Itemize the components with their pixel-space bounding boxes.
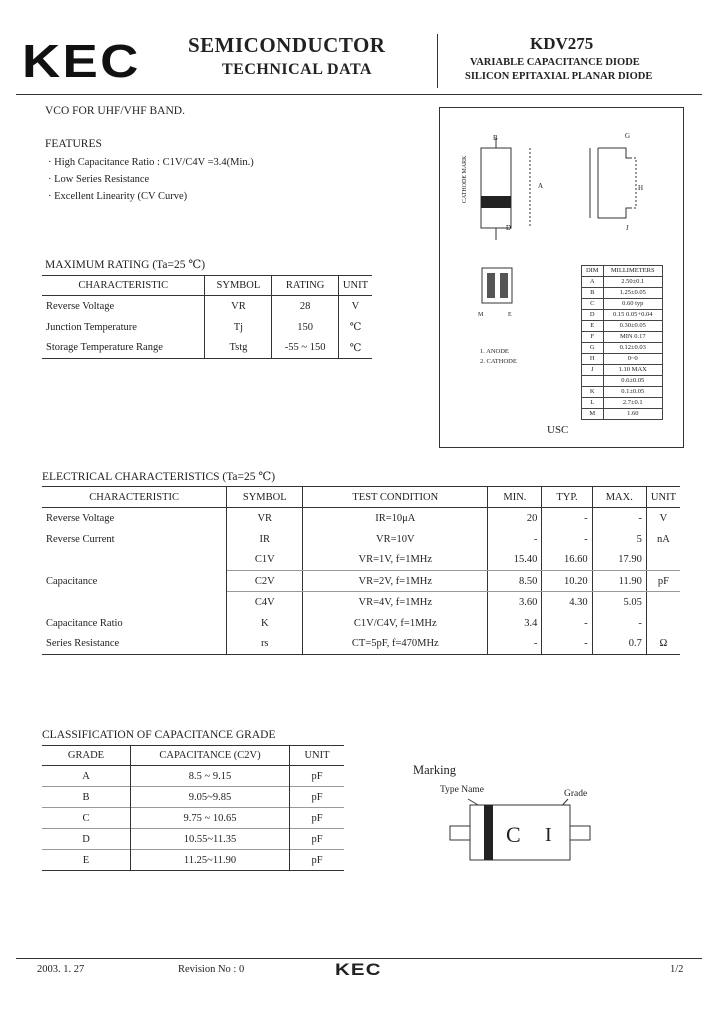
table-row [42, 571, 680, 592]
cell: - [542, 529, 592, 550]
cell: 0.7 [592, 634, 646, 655]
table-row [42, 766, 344, 787]
cell: 11.90 [592, 571, 646, 592]
cell: A [42, 766, 131, 787]
cell: 28 [272, 296, 339, 317]
cell: C4V [227, 592, 303, 613]
cell: Capacitance Ratio [42, 613, 227, 634]
cell: 1.25±0.05 [603, 288, 662, 299]
cell: VR=1V, f=1MHz [303, 550, 488, 571]
footer-date: 2003. 1. 27 [37, 964, 85, 975]
col-header: UNIT [304, 750, 330, 761]
cell: C1V/C4V, f=1MHz [303, 613, 488, 634]
col-header: CAPACITANCE (C2V) [131, 746, 290, 766]
cell: J [582, 365, 604, 376]
cell: -55 ~ 150 [272, 338, 339, 359]
col-header: RATING [272, 276, 339, 296]
cell: D [42, 829, 131, 850]
cell: MIN 0.17 [603, 332, 662, 343]
cell: pF [311, 791, 323, 803]
cell: 1.60 [603, 409, 662, 420]
dim-label: E [508, 312, 512, 318]
cell: 10.20 [542, 571, 592, 592]
cell: B [42, 787, 131, 808]
cell: 0.12±0.03 [603, 343, 662, 354]
cell: Tstg [205, 338, 272, 359]
cell: Storage Temperature Range [42, 338, 205, 359]
cell: VR [227, 508, 303, 529]
cell: 16.60 [542, 550, 592, 571]
table-row [42, 787, 344, 808]
cell: Reverse Voltage [42, 296, 205, 317]
max-rating-table [42, 275, 372, 359]
cell: Capacitance [42, 571, 227, 592]
cell: G [582, 343, 604, 354]
kec-logo: KEC [22, 35, 141, 87]
cell [582, 376, 604, 387]
table-row [42, 634, 680, 655]
cell: - [592, 508, 646, 529]
cell: - [542, 613, 592, 634]
header-divider [437, 34, 438, 88]
cell: 2.7±0.1 [603, 398, 662, 409]
table-row [42, 296, 372, 317]
cell: 20 [488, 508, 542, 529]
cell: 0.30±0.05 [603, 321, 662, 332]
cell: - [592, 613, 646, 634]
cell [646, 613, 680, 634]
cell: 1.10 MAX [603, 365, 662, 376]
device-desc-2: SILICON EPITAXIAL PLANAR DIODE [465, 71, 653, 82]
type-char: C [506, 822, 521, 847]
table-row [42, 529, 680, 550]
cell: Tj [205, 317, 272, 338]
cell: L [582, 398, 604, 409]
cell: pF [311, 833, 323, 845]
dimension-table [581, 265, 663, 420]
cell: - [542, 508, 592, 529]
cell: VR=10V [303, 529, 488, 550]
cell: VR [205, 296, 272, 317]
cell: pF [311, 812, 323, 824]
col-header: MAX. [592, 487, 646, 508]
cell: Junction Temperature [42, 317, 205, 338]
electrical-heading: ELECTRICAL CHARACTERISTICS (Ta=25 ℃) [42, 471, 276, 483]
pin-label: 1. ANODE [480, 348, 509, 355]
cell: rs [227, 634, 303, 655]
marking-heading: Marking [413, 763, 457, 777]
cell: ℃ [349, 342, 362, 354]
cell: ℃ [349, 322, 362, 333]
cell: C2V [227, 571, 303, 592]
cell: E [582, 321, 604, 332]
cell: E [42, 850, 131, 871]
table-row [42, 592, 680, 613]
cell: 5.05 [592, 592, 646, 613]
cell: VR=4V, f=1MHz [303, 592, 488, 613]
cell: 8.5 ~ 9.15 [131, 766, 290, 787]
cell: Reverse Voltage [42, 508, 227, 529]
cell: C [582, 299, 604, 310]
cell: F [582, 332, 604, 343]
feature-item: · Excellent Linearity (CV Curve) [48, 191, 188, 202]
table-row [42, 808, 344, 829]
cell: 2.50±0.1 [603, 277, 662, 288]
cell: pF [311, 770, 323, 782]
pin-label: 2. CATHODE [480, 358, 517, 365]
cell: 5 [592, 529, 646, 550]
cell: 0.60 typ [603, 299, 662, 310]
cell: A [582, 277, 604, 288]
cell: nA [657, 533, 670, 545]
cell: Series Resistance [42, 634, 227, 655]
table-row [42, 613, 680, 634]
table-row [42, 850, 344, 871]
cell: CT=5pF, f=470MHz [303, 634, 488, 655]
cell: 0.6±0.05 [603, 376, 662, 387]
dim-label: J [626, 224, 629, 232]
cell: 0.1±0.05 [603, 387, 662, 398]
cell: - [542, 634, 592, 655]
cell: 0~0 [603, 354, 662, 365]
cell: K [582, 387, 604, 398]
col-header: CHARACTERISTIC [42, 487, 227, 508]
cell: 10.55~11.35 [131, 829, 290, 850]
cell [646, 592, 680, 613]
dim-label: H [638, 184, 644, 192]
electrical-table [42, 486, 680, 655]
cell: C1V [227, 550, 303, 571]
footer-rule [16, 958, 702, 959]
cell: IR=10μA [303, 508, 488, 529]
header-rule [16, 94, 702, 95]
type-name-label: Type Name [440, 785, 484, 795]
feature-item: · High Capacitance Ratio : C1V/C4V =3.4(Min.) [48, 157, 254, 168]
col-header: SYMBOL [227, 487, 303, 508]
cell: MILLIMETERS [603, 266, 662, 277]
header-title: SEMICONDUCTOR [188, 33, 386, 57]
application-text: VCO FOR UHF/VHF BAND. [45, 105, 185, 117]
cell: pF [646, 571, 680, 592]
part-number: KDV275 [530, 34, 594, 53]
col-header: SYMBOL [205, 276, 272, 296]
cell: Reverse Current [42, 529, 227, 550]
cell [42, 592, 227, 613]
classification-table [42, 745, 344, 871]
dim-label: B [493, 134, 498, 142]
cell: 0.15 0.05+0.04 [603, 310, 662, 321]
dim-label: A [538, 182, 544, 190]
table-row [42, 508, 680, 529]
footer-logo: KEC [335, 960, 382, 979]
device-desc-1: VARIABLE CAPACITANCE DIODE [470, 57, 640, 68]
col-header: GRADE [42, 746, 131, 766]
cell: IR [227, 529, 303, 550]
cell: Ω [659, 638, 668, 650]
cell: D [582, 310, 604, 321]
col-header: CHARACTERISTIC [42, 276, 205, 296]
cell: DIM [582, 266, 604, 277]
cell: VR=2V, f=1MHz [303, 571, 488, 592]
col-header: TYP. [542, 487, 592, 508]
cell: - [488, 634, 542, 655]
cell: M [582, 409, 604, 420]
col-header: UNIT [650, 491, 676, 503]
cell: - [488, 529, 542, 550]
cell: 11.25~11.90 [131, 850, 290, 871]
cell: V [351, 300, 360, 312]
cell: C [42, 808, 131, 829]
footer-revision: Revision No : 0 [178, 964, 245, 975]
col-header: TEST CONDITION [303, 487, 488, 508]
classification-heading: CLASSIFICATION OF CAPACITANCE GRADE [42, 729, 276, 741]
table-row [42, 550, 680, 571]
cell: H [582, 354, 604, 365]
header-subtitle: TECHNICAL DATA [222, 61, 372, 78]
package-name: USC [547, 424, 569, 436]
cell: pF [311, 854, 323, 866]
grade-char: I [545, 824, 552, 846]
max-rating-heading: MAXIMUM RATING (Ta=25 ℃) [45, 259, 206, 271]
col-header: MIN. [488, 487, 542, 508]
grade-label: Grade [564, 789, 588, 799]
cell: B [582, 288, 604, 299]
dim-label: M [478, 312, 484, 318]
features-heading: FEATURES [45, 138, 102, 150]
cell: K [227, 613, 303, 634]
package-outline [439, 107, 684, 448]
feature-item: · Low Series Resistance [48, 174, 150, 185]
cell: 9.05~9.85 [131, 787, 290, 808]
dim-label: D [506, 224, 512, 232]
col-header: UNIT [342, 280, 368, 291]
table-row [42, 829, 344, 850]
cell: V [659, 512, 668, 524]
cell: 150 [272, 317, 339, 338]
cell: 9.75 ~ 10.65 [131, 808, 290, 829]
cell: 17.90 [592, 550, 646, 571]
cell: 4.30 [542, 592, 592, 613]
cell: 3.4 [488, 613, 542, 634]
cell [646, 550, 680, 571]
dim-label: G [625, 132, 631, 140]
cell [42, 550, 227, 571]
table-row [42, 338, 372, 359]
cell: 15.40 [488, 550, 542, 571]
cell: 3.60 [488, 592, 542, 613]
table-row [42, 317, 372, 338]
footer-page: 1/2 [670, 964, 684, 975]
cell: 8.50 [488, 571, 542, 592]
cathode-mark-label: CATHODE MARK [462, 155, 468, 203]
